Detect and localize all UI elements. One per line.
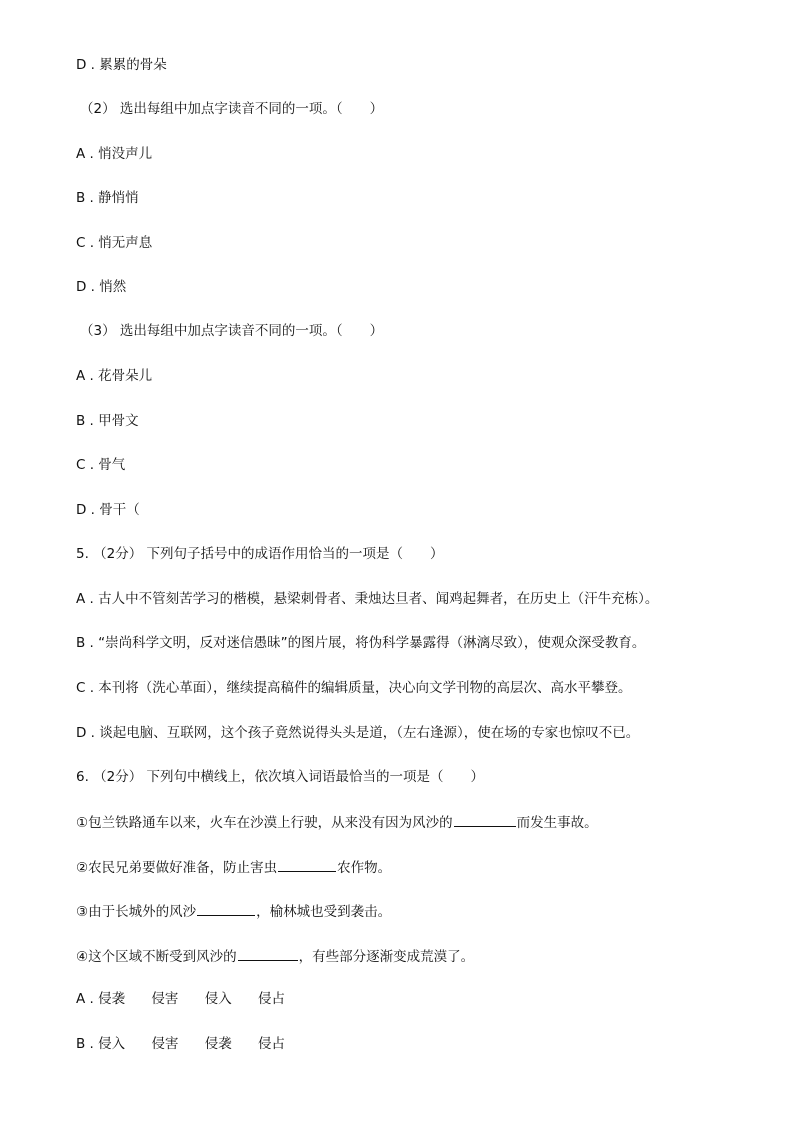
q6-option-a-word-3: 侵入 (204, 991, 232, 1007)
q6-option-b-label: B . (76, 1036, 94, 1052)
q5-stem: 5. （2分） 下列句子括号中的成语作用恰当的一项是（ ） (76, 546, 444, 562)
q4-sub2-option-d[interactable]: D . 悄然 (76, 279, 127, 295)
q6-sentence-4-post: ，有些部分逐渐变成荒漠了。 (298, 949, 475, 965)
q4-sub2-option-b[interactable]: B . 静悄悄 (76, 190, 139, 206)
q4-sub3-option-a[interactable]: A . 花骨朵儿 (76, 368, 153, 384)
q6-option-a[interactable] (76, 990, 285, 1008)
q6-sentence-3-pre: ③由于长城外的风沙 (76, 904, 197, 920)
q4-option-d-part1[interactable]: D . 累累的骨朵 (76, 57, 167, 73)
q6-option-a-word-4: 侵占 (258, 991, 286, 1007)
q6-sentence-2-post: 农作物。 (337, 860, 392, 876)
q6-sentence-3-post: ，榆林城也受到袭击。 (256, 904, 392, 920)
q6-option-a-word-1: 侵袭 (98, 991, 126, 1007)
q6-sentence-1-post: 而发生事故。 (516, 815, 598, 831)
q6-option-b[interactable] (76, 1035, 285, 1053)
q6-blank-4[interactable] (238, 946, 298, 961)
q4-sub3-option-d[interactable]: D . 骨干（ (76, 502, 140, 518)
q4-sub2-question: （2） 选出每组中加点字读音不同的一项。（ ） (80, 101, 384, 117)
q6-sentence-3 (76, 901, 391, 921)
q6-option-b-word-2: 侵害 (151, 1036, 179, 1052)
q4-sub2-option-c[interactable]: C . 悄无声息 (76, 235, 153, 251)
q6-sentence-2-pre: ②农民兄弟要做好准备，防止害虫 (76, 860, 278, 876)
q6-option-a-word-2: 侵害 (151, 991, 179, 1007)
q6-blank-2[interactable] (278, 857, 336, 872)
q5-option-c[interactable]: C . 本刊将（洗心革面），继续提高稿件的编辑质量，决心向文学刊物的高层次、高水平攀登。 (76, 680, 632, 696)
q5-option-b[interactable]: B . “崇尚科学文明，反对迷信愚昧”的图片展，将伪科学暴露得（淋漓尽致），使观众深受教育。 (76, 635, 646, 651)
q5-option-a[interactable]: A . 古人中不管刻苦学习的楷模，悬梁刺骨者、秉烛达旦者、闻鸡起舞者，在历史上（汗牛充栋）。 (76, 591, 659, 607)
q6-blank-1[interactable] (454, 812, 516, 827)
q4-sub3-option-b[interactable]: B . 甲骨文 (76, 413, 139, 429)
q6-sentence-4-pre: ④这个区域不断受到风沙的 (76, 949, 237, 965)
q6-option-b-word-3: 侵袭 (204, 1036, 232, 1052)
q6-option-a-label: A . (76, 991, 94, 1007)
q6-sentence-1 (76, 812, 598, 832)
q6-blank-3[interactable] (197, 901, 255, 916)
q6-stem: 6. （2分） 下列句中横线上，依次填入词语最恰当的一项是（ ） (76, 769, 485, 785)
q6-sentence-4 (76, 946, 474, 966)
q4-sub2-option-a[interactable]: A . 悄没声儿 (76, 146, 153, 162)
q6-option-b-word-4: 侵占 (258, 1036, 286, 1052)
q4-sub3-question: （3） 选出每组中加点字读音不同的一项。（ ） (80, 323, 384, 339)
q4-sub3-option-c[interactable]: C . 骨气 (76, 457, 126, 473)
q6-option-b-word-1: 侵入 (98, 1036, 126, 1052)
q6-sentence-2 (76, 857, 391, 877)
q5-option-d[interactable]: D . 谈起电脑、互联网，这个孩子竟然说得头头是道，（左右逢源），使在场的专家也惊叹不已。 (76, 725, 640, 741)
q6-sentence-1-pre: ①包兰铁路通车以来，火车在沙漠上行驶，从来没有因为风沙的 (76, 815, 453, 831)
